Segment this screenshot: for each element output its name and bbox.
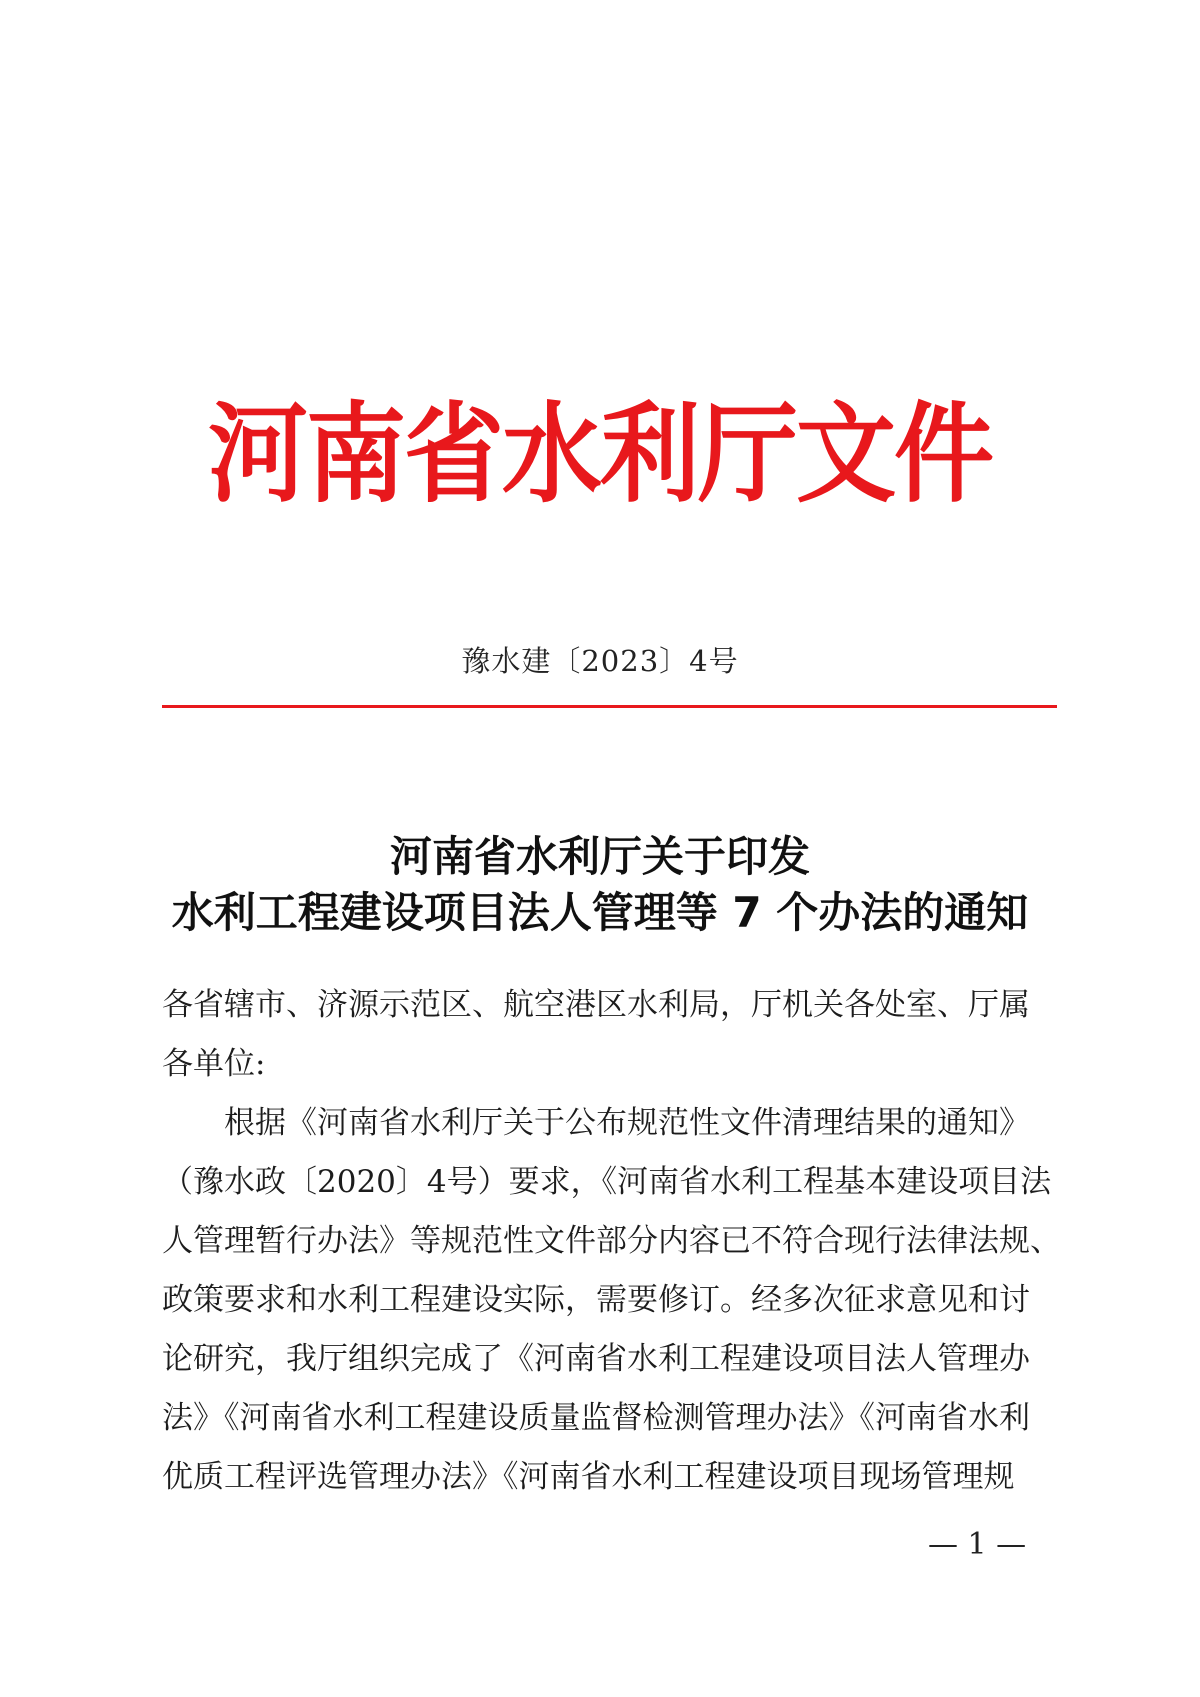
body-line: 优质工程评选管理办法》《河南省水利工程建设项目现场管理规	[162, 1459, 1015, 1495]
body-line: 论研究，我厅组织完成了《河南省水利工程建设项目法人管理办	[162, 1341, 1030, 1377]
body-line: 各省辖市、济源示范区、航空港区水利局，厅机关各处室、厅属	[162, 987, 1030, 1023]
header-divider	[162, 705, 1057, 708]
body-line: 法》《河南省水利工程建设质量监督检测管理办法》《河南省水利	[162, 1400, 1030, 1436]
masthead-title: 河南省水利厅文件	[208, 391, 992, 518]
body-line: 政策要求和水利工程建设实际，需要修订。经多次征求意见和讨	[162, 1282, 1030, 1318]
notice-title-line-2: 水利工程建设项目法人管理等 7 个办法的通知	[171, 888, 1029, 937]
body-line: 人管理暂行办法》等规范性文件部分内容已不符合现行法律法规、	[162, 1223, 1061, 1259]
document-number: 豫水建〔2023〕4号	[461, 644, 739, 678]
page-number: — 1 —	[928, 1527, 1027, 1562]
body-line: 根据《河南省水利厅关于公布规范性文件清理结果的通知》	[162, 1105, 1030, 1141]
notice-title-line-1: 河南省水利厅关于印发	[389, 832, 810, 881]
body-line: 各单位:	[162, 1046, 266, 1082]
body-line: （豫水政〔2020〕4号）要求，《河南省水利工程基本建设项目法	[162, 1164, 1052, 1200]
